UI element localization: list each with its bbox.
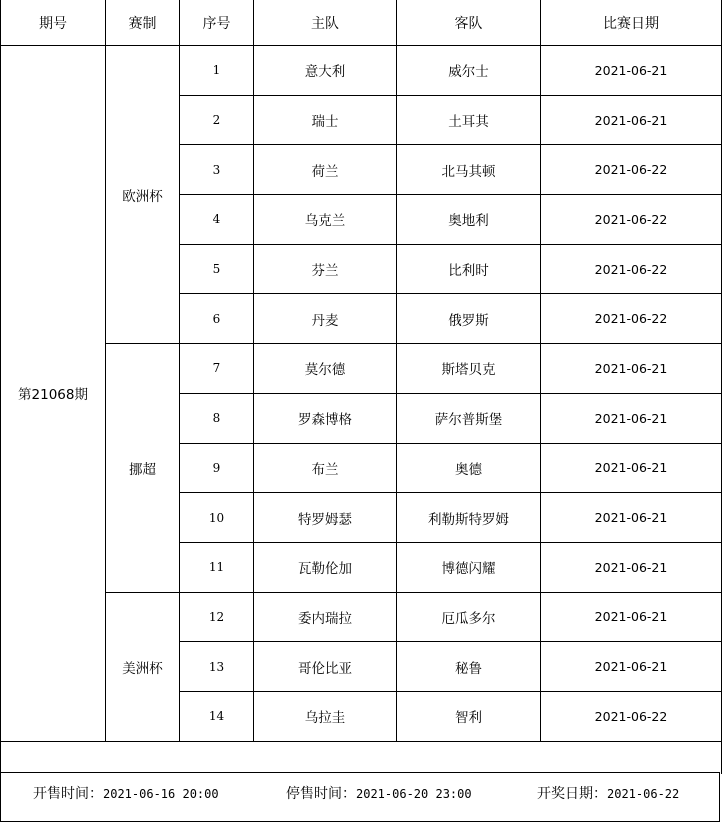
match-date: 2021-06-21 (541, 95, 722, 145)
home-team: 荷兰 (254, 145, 397, 195)
away-team: 萨尔普斯堡 (397, 393, 541, 443)
home-team: 特罗姆瑟 (254, 493, 397, 543)
table-header-row (1, 0, 722, 46)
match-date: 2021-06-22 (541, 294, 722, 344)
away-team: 秘鲁 (397, 642, 541, 692)
blank-row (1, 741, 722, 774)
match-date: 2021-06-22 (541, 691, 722, 741)
match-date: 2021-06-21 (541, 642, 722, 692)
match-date: 2021-06-21 (541, 393, 722, 443)
home-team: 罗森博格 (254, 393, 397, 443)
match-number: 10 (180, 493, 254, 543)
away-team: 厄瓜多尔 (397, 592, 541, 642)
away-team: 奥德 (397, 443, 541, 493)
match-number: 11 (180, 542, 254, 592)
sale-start-value: 2021-06-16 20:00 (103, 787, 219, 801)
match-date: 2021-06-22 (541, 244, 722, 294)
home-team: 瓦勒伦加 (254, 542, 397, 592)
home-team: 丹麦 (254, 294, 397, 344)
header-home-team: 主队 (254, 0, 397, 46)
match-number: 14 (180, 691, 254, 741)
blank-cell (1, 741, 722, 774)
away-team: 土耳其 (397, 95, 541, 145)
match-number: 7 (180, 344, 254, 394)
away-team: 北马其顿 (397, 145, 541, 195)
home-team: 哥伦比亚 (254, 642, 397, 692)
match-number: 8 (180, 393, 254, 443)
home-team: 乌拉圭 (254, 691, 397, 741)
issue-cell: 第21068期 (1, 46, 106, 742)
match-number: 1 (180, 46, 254, 96)
sale-end-value: 2021-06-20 23:00 (356, 787, 472, 801)
home-team: 乌克兰 (254, 195, 397, 245)
header-competition: 赛制 (106, 0, 180, 46)
competition-cell: 美洲杯 (106, 592, 180, 741)
home-team: 芬兰 (254, 244, 397, 294)
home-team: 莫尔德 (254, 344, 397, 394)
away-team: 比利时 (397, 244, 541, 294)
match-number: 4 (180, 195, 254, 245)
match-date: 2021-06-21 (541, 344, 722, 394)
header-away-team: 客队 (397, 0, 541, 46)
header-match-date: 比赛日期 (541, 0, 722, 46)
match-date: 2021-06-21 (541, 46, 722, 96)
sale-start-label: 开售时间： (33, 786, 103, 802)
match-date: 2021-06-21 (541, 443, 722, 493)
competition-cell: 挪超 (106, 344, 180, 592)
match-row (1, 46, 722, 96)
match-date: 2021-06-21 (541, 592, 722, 642)
match-date: 2021-06-22 (541, 145, 722, 195)
match-date: 2021-06-21 (541, 493, 722, 543)
draw-date-label: 开奖日期： (537, 786, 607, 802)
sale-start (33, 783, 219, 803)
match-number: 12 (180, 592, 254, 642)
home-team: 布兰 (254, 443, 397, 493)
header-number: 序号 (180, 0, 254, 46)
away-team: 奥地利 (397, 195, 541, 245)
match-number: 2 (180, 95, 254, 145)
away-team: 利勒斯特罗姆 (397, 493, 541, 543)
match-number: 9 (180, 443, 254, 493)
match-number: 5 (180, 244, 254, 294)
away-team: 智利 (397, 691, 541, 741)
sale-end (286, 783, 472, 803)
match-number: 13 (180, 642, 254, 692)
away-team: 博德闪耀 (397, 542, 541, 592)
match-number: 6 (180, 294, 254, 344)
match-number: 3 (180, 145, 254, 195)
home-team: 瑞士 (254, 95, 397, 145)
match-row (1, 344, 722, 394)
header-issue: 期号 (1, 0, 106, 46)
sale-end-label: 停售时间： (286, 786, 356, 802)
sale-info-footer (0, 772, 720, 822)
home-team: 委内瑞拉 (254, 592, 397, 642)
away-team: 俄罗斯 (397, 294, 541, 344)
draw-date-value: 2021-06-22 (607, 787, 680, 801)
home-team: 意大利 (254, 46, 397, 96)
draw-date (537, 783, 679, 803)
match-date: 2021-06-21 (541, 542, 722, 592)
away-team: 威尔士 (397, 46, 541, 96)
match-date: 2021-06-22 (541, 195, 722, 245)
match-row (1, 592, 722, 642)
away-team: 斯塔贝克 (397, 344, 541, 394)
competition-cell: 欧洲杯 (106, 46, 180, 344)
